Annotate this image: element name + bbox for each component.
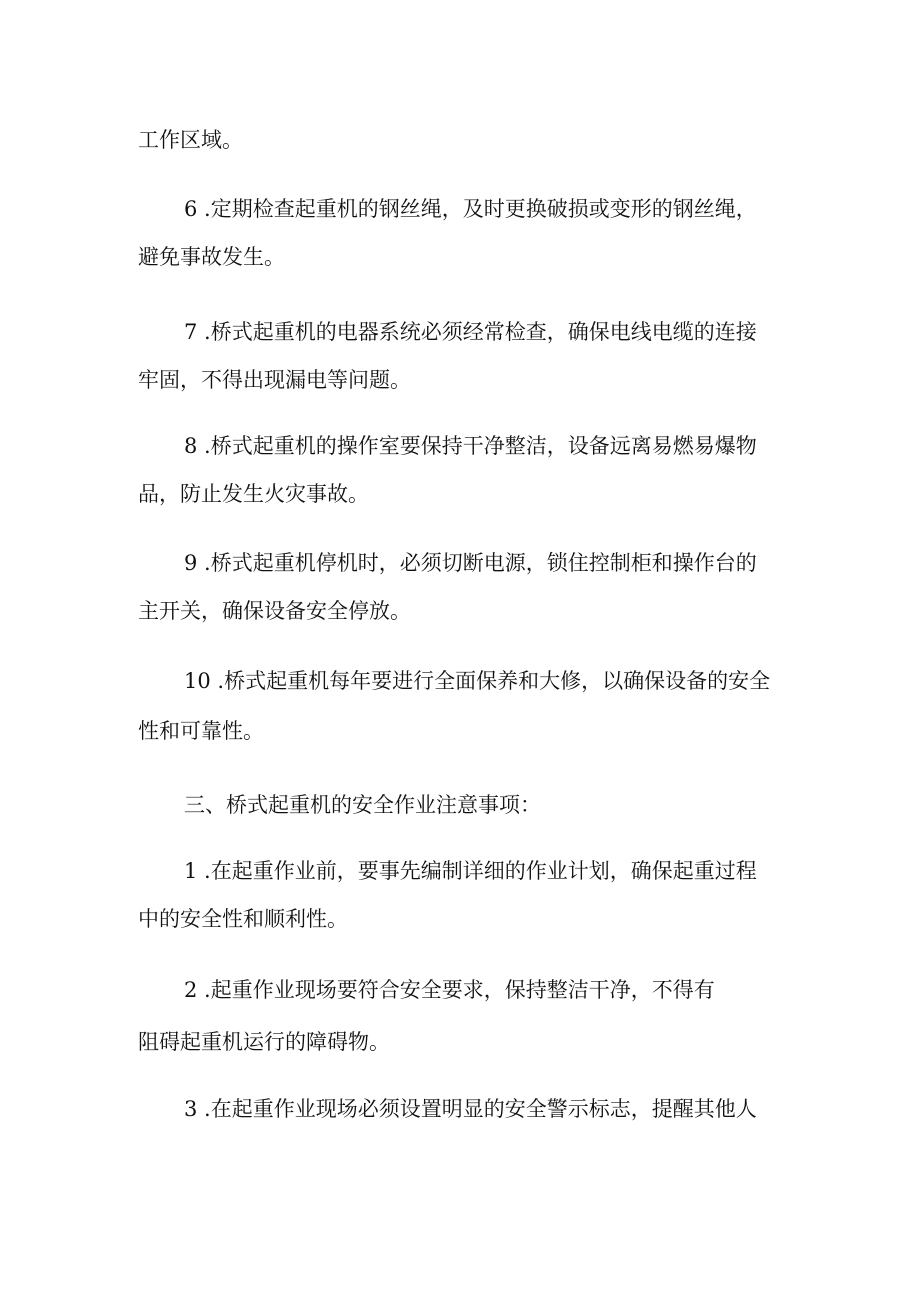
paragraph-line: 2 .起重作业现场要符合安全要求，保持整洁干净，不得有 <box>184 978 715 1002</box>
paragraph-line: 工作区域。 <box>138 128 243 152</box>
paragraph-line: 性和可靠性。 <box>138 719 264 743</box>
paragraph-line: 8 .桥式起重机的操作室要保持干净整洁，设备远离易燃易爆物 <box>184 434 757 458</box>
paragraph-line: 10 .桥式起重机每年要进行全面保养和大修，以确保设备的安全 <box>184 669 771 693</box>
paragraph-line: 牢固，不得出现漏电等问题。 <box>138 368 411 392</box>
paragraph-line: 6 .定期检查起重机的钢丝绳，及时更换破损或变形的钢丝绳， <box>184 197 757 221</box>
paragraph-line: 1 .在起重作业前，要事先编制详细的作业计划，确保起重过程 <box>184 859 757 883</box>
paragraph-line: 7 .桥式起重机的电器系统必须经常检查，确保电线电缆的连接 <box>184 320 757 344</box>
paragraph-line: 主开关，确保设备安全停放。 <box>138 599 411 623</box>
paragraph-line: 品，防止发生火灾事故。 <box>138 482 369 506</box>
paragraph-line: 三、桥式起重机的安全作业注意事项： <box>184 793 541 817</box>
paragraph-line: 避免事故发生。 <box>138 245 285 269</box>
paragraph-line: 阻碍起重机运行的障碍物。 <box>138 1030 390 1054</box>
paragraph-line: 9 .桥式起重机停机时，必须切断电源，锁住控制柜和操作台的 <box>184 551 757 575</box>
paragraph-line: 3 .在起重作业现场必须设置明显的安全警示标志，提醒其他人 <box>184 1097 757 1121</box>
paragraph-line: 中的安全性和顺利性。 <box>138 907 348 931</box>
